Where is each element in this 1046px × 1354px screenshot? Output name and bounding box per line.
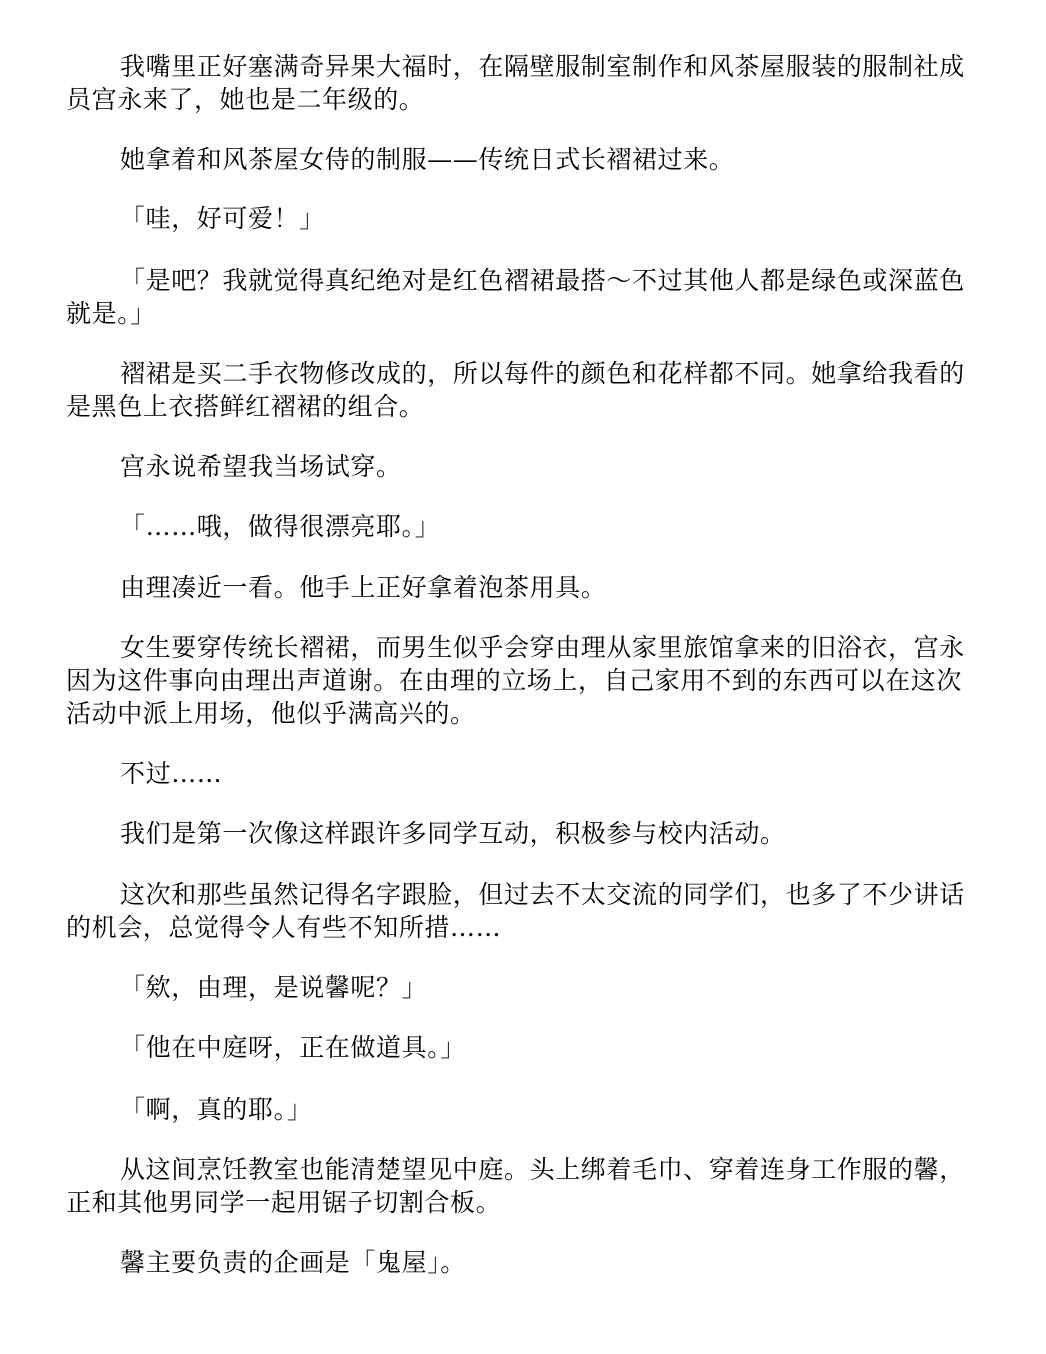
paragraph-3: 「哇，好可爱！」 bbox=[120, 204, 325, 233]
paragraph-9: 女生要穿传统长褶裙，而男生似乎会穿由理从家里旅馆拿来的旧浴衣，宫永因为这件事向由理出声道谢。在由理的立场上，自己家用不到的东西可以在这次活动中派上用场，他似乎满高兴的。 bbox=[66, 633, 965, 728]
paragraph-15: 「啊，真的耶。」 bbox=[120, 1095, 313, 1124]
paragraph-1: 我嘴里正好塞满奇异果大福时，在隔壁服制室制作和风茶屋服装的服制社成员宫永来了，她也是二年级的。 bbox=[66, 52, 965, 114]
paragraph-14: 「他在中庭呀，正在做道具。」 bbox=[120, 1033, 466, 1062]
paragraph-10: 不过…… bbox=[120, 759, 223, 788]
paragraph-6: 宫永说希望我当场试穿。 bbox=[120, 452, 402, 481]
paragraph-12: 这次和那些虽然记得名字跟脸，但过去不太交流的同学们，也多了不少讲话的机会，总觉得令人有些不知所措…… bbox=[66, 880, 965, 942]
paragraph-7: 「……哦，做得很漂亮耶。」 bbox=[120, 512, 441, 541]
paragraph-16: 从这间烹饪教室也能清楚望见中庭。头上绑着毛巾、穿着连身工作服的馨，正和其他男同学一起用锯子切割合板。 bbox=[66, 1155, 965, 1217]
paragraph-17: 馨主要负责的企画是「鬼屋」。 bbox=[120, 1248, 466, 1277]
paragraph-11: 我们是第一次像这样跟许多同学互动，积极参与校内活动。 bbox=[120, 819, 786, 848]
paragraph-5: 褶裙是买二手衣物修改成的，所以每件的颜色和花样都不同。她拿给我看的是黑色上衣搭鲜红褶裙的组合。 bbox=[66, 359, 965, 421]
paragraph-13: 「欸，由理，是说馨呢？」 bbox=[120, 973, 428, 1002]
paragraph-2: 她拿着和风茶屋女侍的制服——传统日式长褶裙过来。 bbox=[120, 145, 735, 174]
paragraph-8: 由理凑近一看。他手上正好拿着泡茶用具。 bbox=[120, 573, 607, 602]
paragraph-4: 「是吧？我就觉得真纪绝对是红色褶裙最搭～不过其他人都是绿色或深蓝色就是。」 bbox=[66, 266, 965, 328]
